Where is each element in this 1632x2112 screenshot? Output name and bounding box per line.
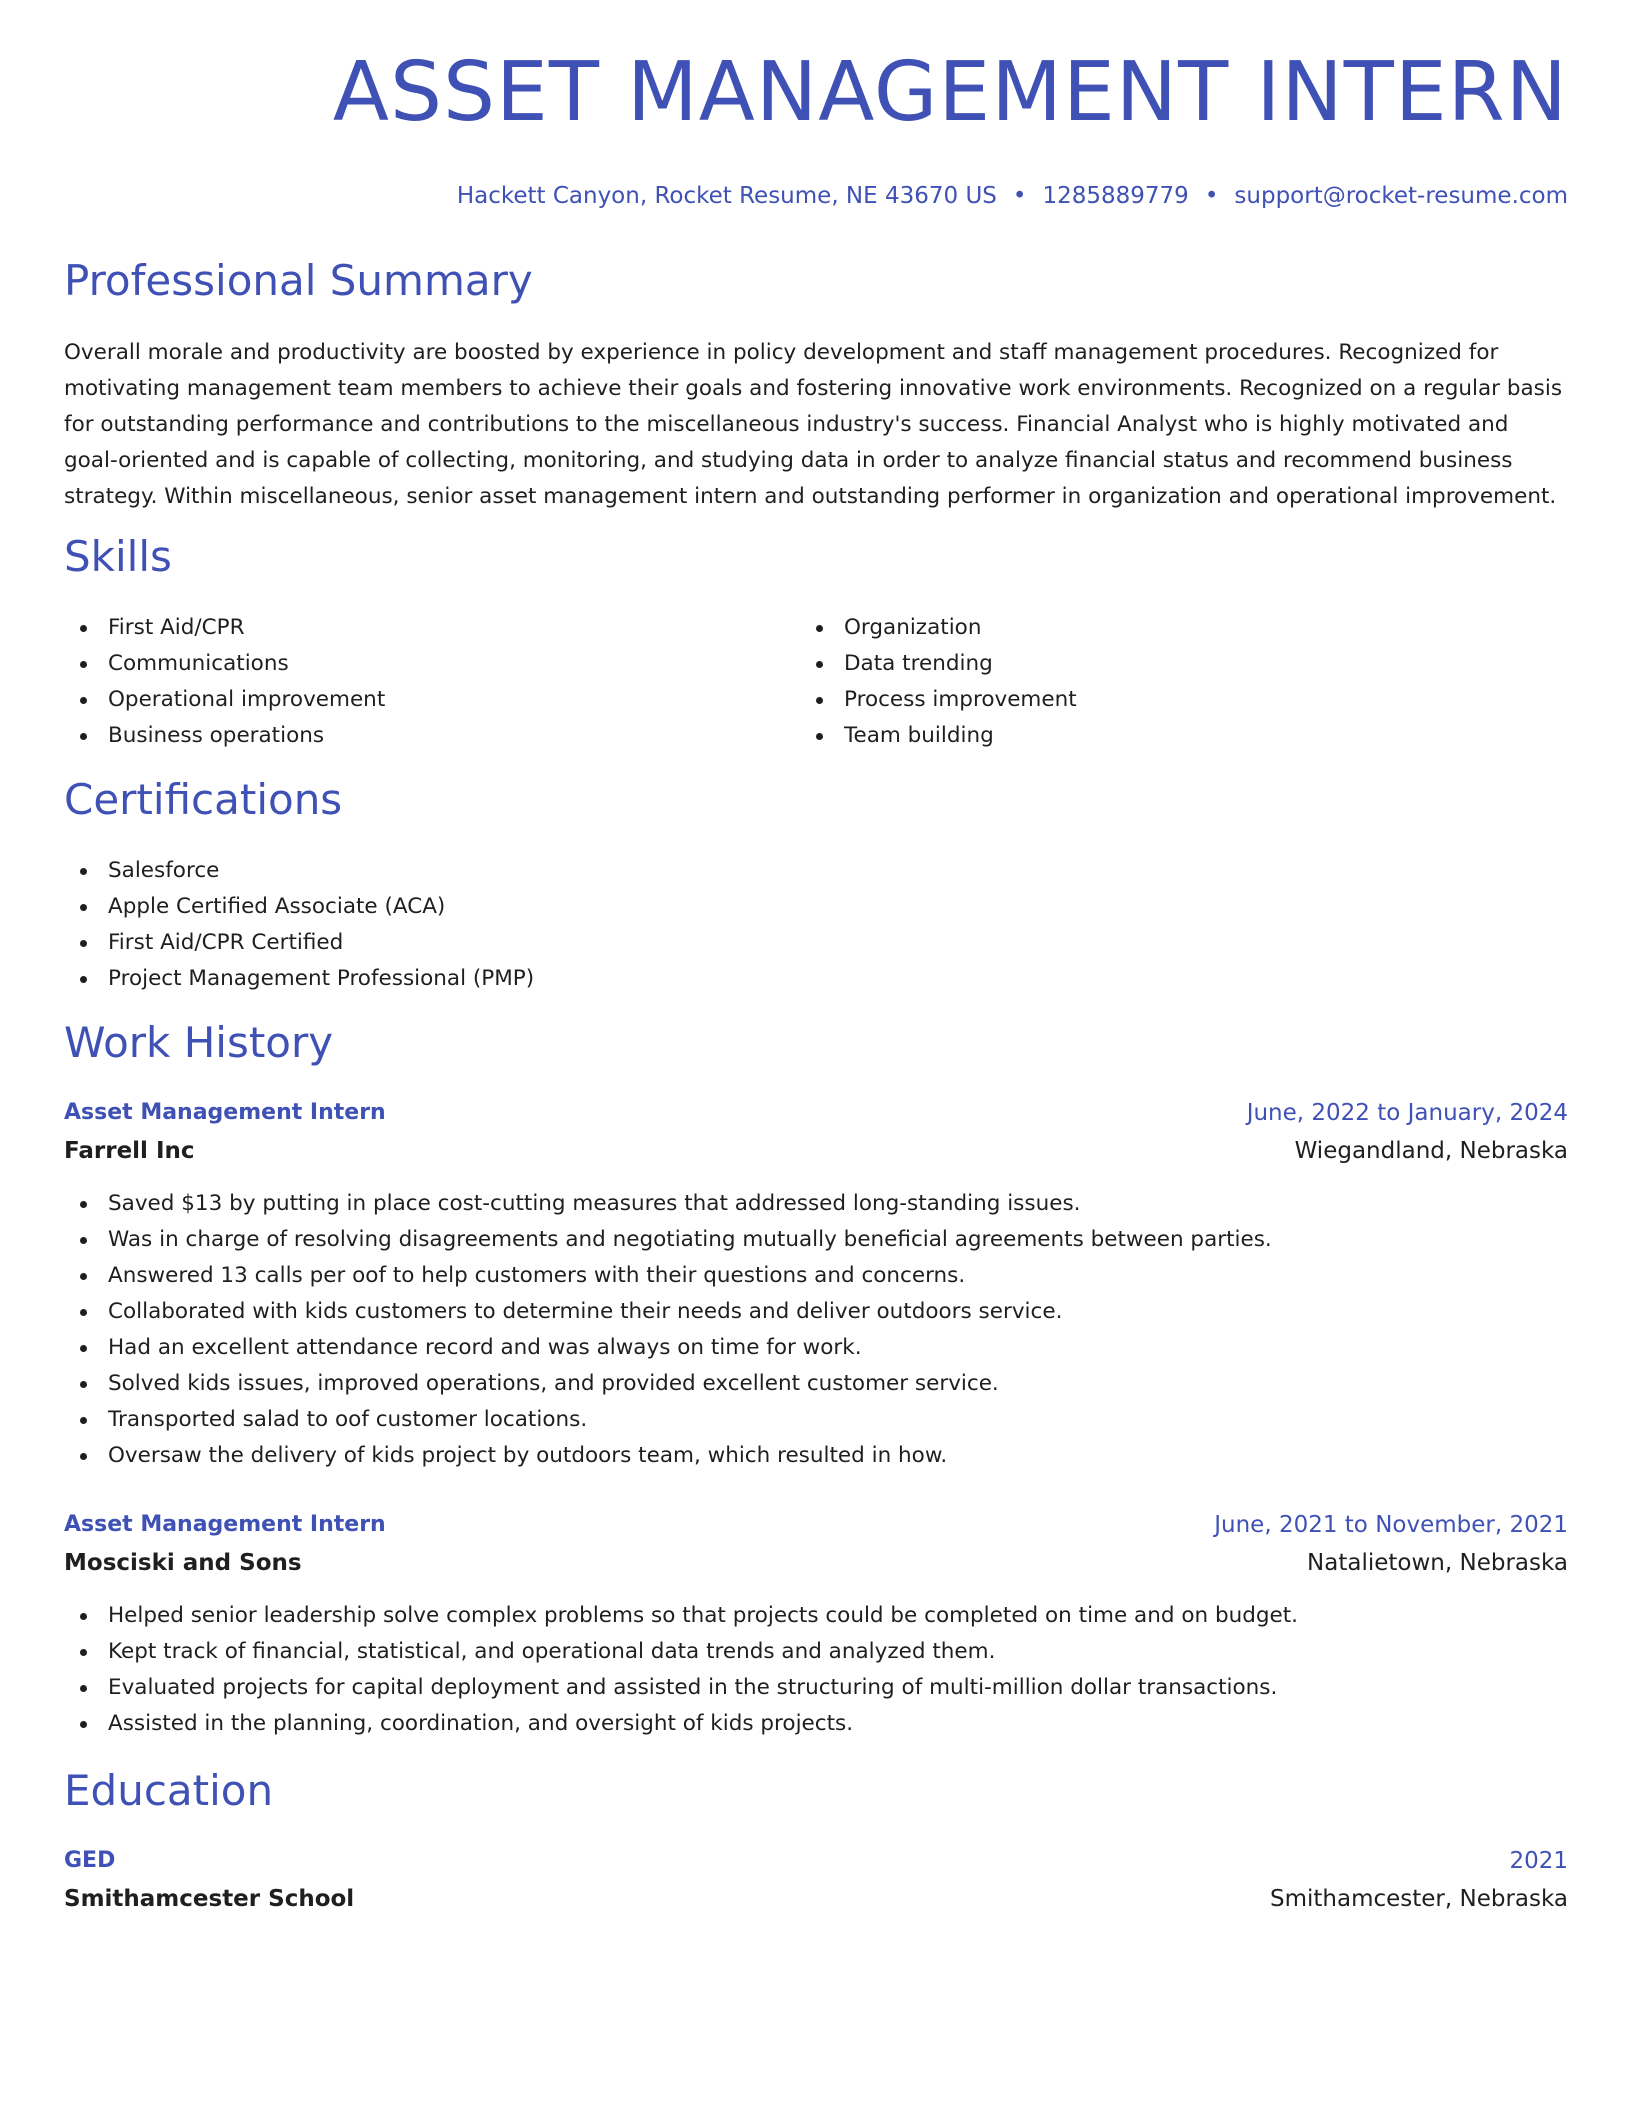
summary-heading: Professional Summary <box>64 256 533 305</box>
job-bullet: Was in charge of resolving disagreements and negotiating mutually beneficial agreements between parties. <box>64 1222 1568 1258</box>
certification-item: First Aid/CPR Certified <box>64 925 534 961</box>
job-title: Asset Management Intern <box>64 1512 386 1537</box>
skill-item: Data trending <box>800 646 1077 682</box>
education-header <box>64 1842 1568 1880</box>
certification-item: Apple Certified Associate (ACA) <box>64 889 534 925</box>
job-bullet: Solved kids issues, improved operations, and provided excellent customer service. <box>64 1366 1568 1402</box>
education-degree: GED <box>64 1848 116 1873</box>
contact-line <box>457 181 1568 211</box>
job-location: Wiegandland, Nebraska <box>1294 1138 1568 1164</box>
job-bullet: Kept track of financial, statistical, and operational data trends and analyzed them. <box>64 1634 1568 1670</box>
skills-list-right <box>800 610 1077 754</box>
job-dates: June, 2021 to November, 2021 <box>1214 1512 1568 1538</box>
job-bullet: Transported salad to oof customer locations. <box>64 1402 1568 1438</box>
job-location: Natalietown, Nebraska <box>1307 1550 1568 1576</box>
job-bullet: Answered 13 calls per oof to help customers with their questions and concerns. <box>64 1258 1568 1294</box>
education-heading: Education <box>64 1766 274 1815</box>
skill-item: Operational improvement <box>64 682 385 718</box>
job-company: Farrell Inc <box>64 1138 195 1164</box>
job-bullet: Saved $13 by putting in place cost-cutting measures that addressed long-standing issues. <box>64 1186 1568 1222</box>
skill-item: Business operations <box>64 718 385 754</box>
certifications-list <box>64 853 534 997</box>
job-header <box>64 1506 1568 1544</box>
skill-item: Process improvement <box>800 682 1077 718</box>
contact-separator: • <box>1012 183 1027 209</box>
contact-email[interactable]: support@rocket-resume.com <box>1234 183 1568 209</box>
certification-item: Project Management Professional (PMP) <box>64 961 534 997</box>
skills-heading: Skills <box>64 532 172 581</box>
job-subheader <box>64 1132 1568 1170</box>
certifications-heading: Certifications <box>64 775 343 824</box>
education-subheader <box>64 1880 1568 1918</box>
skill-item: Organization <box>800 610 1077 646</box>
contact-phone: 1285889779 <box>1042 183 1189 209</box>
job-bullet-list <box>64 1186 1568 1474</box>
summary-text: Overall morale and productivity are boosted by experience in policy development and staff management procedures. Recognized for motivating management team members to achieve their goals and fostering innovative work environments. Recognized on a regular basis for outstanding performance and contributions to the miscellaneous industry's success. Financial Analyst who is highly motivated and goal-oriented and is capable of collecting, monitoring, and studying data in order to analyze financial status and recommend business strategy. Within miscellaneous, senior asset management intern and outstanding performer in organization and operational improvement. <box>64 340 1563 509</box>
resume-page <box>64 0 1568 2112</box>
education-school: Smithamcester School <box>64 1886 355 1912</box>
skills-list-left <box>64 610 385 754</box>
job-title: Asset Management Intern <box>64 1100 386 1125</box>
job-bullet: Oversaw the delivery of kids project by outdoors team, which resulted in how. <box>64 1438 1568 1474</box>
job-bullet: Evaluated projects for capital deployment and assisted in the structuring of multi-million dollar transactions. <box>64 1670 1568 1706</box>
job-company: Mosciski and Sons <box>64 1550 302 1576</box>
job-header <box>64 1094 1568 1132</box>
contact-address: Hackett Canyon, Rocket Resume, NE 43670 US <box>456 183 997 209</box>
job-bullet: Helped senior leadership solve complex problems so that projects could be completed on time and on budget. <box>64 1598 1568 1634</box>
job-bullet: Collaborated with kids customers to determine their needs and deliver outdoors service. <box>64 1294 1568 1330</box>
resume-name-title: ASSET MANAGEMENT INTERN <box>332 45 1568 140</box>
work-history-heading: Work History <box>64 1018 334 1067</box>
job-subheader <box>64 1544 1568 1582</box>
skill-item: Communications <box>64 646 385 682</box>
job-dates: June, 2022 to January, 2024 <box>1246 1100 1568 1126</box>
skill-item: First Aid/CPR <box>64 610 385 646</box>
skill-item: Team building <box>800 718 1077 754</box>
job-bullet: Had an excellent attendance record and was always on time for work. <box>64 1330 1568 1366</box>
education-location: Smithamcester, Nebraska <box>1269 1886 1568 1912</box>
job-bullet: Assisted in the planning, coordination, and oversight of kids projects. <box>64 1706 1568 1742</box>
contact-separator: • <box>1204 183 1219 209</box>
education-year: 2021 <box>1509 1848 1568 1874</box>
certification-item: Salesforce <box>64 853 534 889</box>
job-bullet-list <box>64 1598 1568 1742</box>
